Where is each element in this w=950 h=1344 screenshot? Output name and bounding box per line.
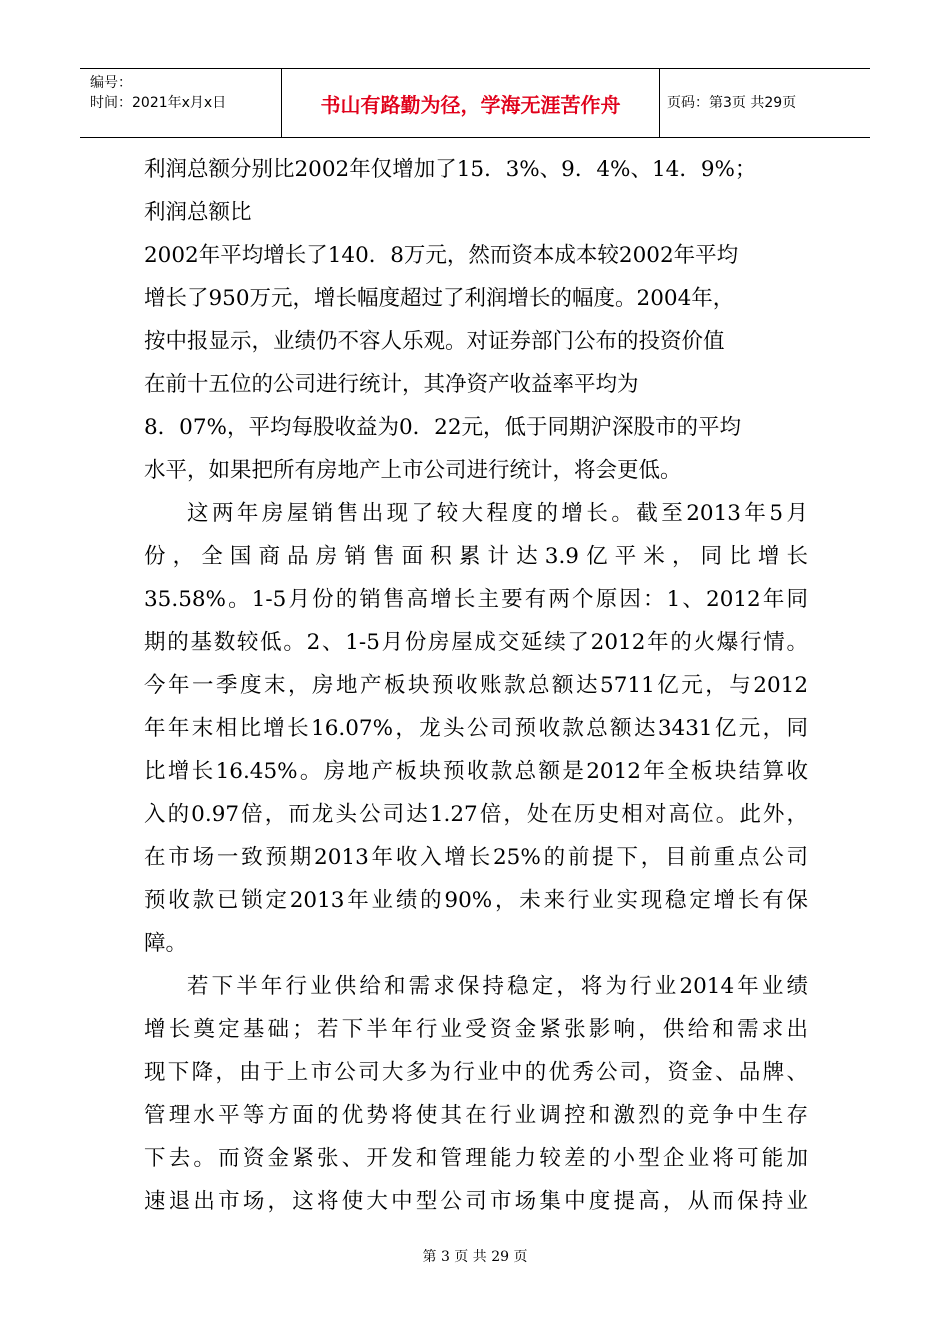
text-line: 比增长16.45%。房地产板块预收款总额是2012年全板块结算收 <box>144 759 808 784</box>
header-motto-cell <box>282 69 660 137</box>
document-header <box>80 68 870 138</box>
header-meta-cell <box>80 69 282 137</box>
text-line: 在市场一致预期2013年收入增长25%的前提下，目前重点公司 <box>144 845 808 870</box>
text-line: 现下降，由于上市公司大多为行业中的优秀公司，资金、品牌、 <box>144 1060 808 1085</box>
text-line: 在前十五位的公司进行统计，其净资产收益率平均为 <box>144 372 639 397</box>
text-line: 水平，如果把所有房地产上市公司进行统计，将会更低。 <box>144 458 682 483</box>
text-line: 下去。而资金紧张、开发和管理能力较差的小型企业将可能加 <box>144 1146 808 1171</box>
text-line: 35.58%。1-5月份的销售高增长主要有两个原因：1、2012年同 <box>144 587 808 612</box>
paragraph-1 <box>144 148 808 492</box>
text-line: 预收款已锁定2013年业绩的90%，未来行业实现稳定增长有保 <box>144 888 808 913</box>
text-line: 8．07%，平均每股收益为0．22元，低于同期沪深股市的平均 <box>144 415 742 440</box>
text-line: 份，全国商品房销售面积累计达3.9亿平米，同比增长 <box>144 544 808 569</box>
text-line: 今年一季度末，房地产板块预收账款总额达5711亿元，与2012 <box>144 673 808 698</box>
header-page-code: 页码：第3页 共29页 <box>667 95 797 111</box>
text-line: 期的基数较低。2、1-5月份房屋成交延续了2012年的火爆行情。 <box>144 630 808 655</box>
text-line: 增长了950万元，增长幅度超过了利润增长的幅度。2004年， <box>144 286 735 311</box>
text-line: 年年末相比增长16.07%，龙头公司预收款总额达3431亿元，同 <box>144 716 808 741</box>
paragraph-2 <box>144 492 808 965</box>
text-line: 利润总额分别比2002年仅增加了15．3%、9．4%、14．9%； <box>144 157 757 182</box>
text-line: 增长奠定基础；若下半年行业受资金紧张影响，供给和需求出 <box>144 1017 808 1042</box>
header-motto: 书山有路勤为径，学海无涯苦作舟 <box>320 92 621 117</box>
page-footer: 第 3 页 共 29 页 <box>422 1249 528 1265</box>
header-page-cell <box>660 69 870 137</box>
text-line: 速退出市场，这将使大中型公司市场集中度提高，从而保持业 <box>144 1189 808 1214</box>
text-line: 按中报显示，业绩仍不容人乐观。对证券部门公布的投资价值 <box>144 329 725 354</box>
text-line: 利润总额比 <box>144 200 252 225</box>
text-line: 若下半年行业供给和需求保持稳定，将为行业2014年业绩 <box>187 974 808 999</box>
document-body <box>144 148 808 1223</box>
text-line: 2002年平均增长了140．8万元，然而资本成本较2002年平均 <box>144 243 739 268</box>
paragraph-3 <box>144 965 808 1223</box>
text-line: 管理水平等方面的优势将使其在行业调控和激烈的竞争中生存 <box>144 1103 808 1128</box>
text-line: 障。 <box>144 931 188 956</box>
text-line: 这两年房屋销售出现了较大程度的增长。截至2013年5月 <box>187 501 808 526</box>
document-number-label: 编号： <box>90 75 132 91</box>
document-time-label: 时间：2021年x月x日 <box>90 95 227 111</box>
text-line: 入的0.97倍，而龙头公司达1.27倍，处在历史相对高位。此外， <box>144 802 808 827</box>
